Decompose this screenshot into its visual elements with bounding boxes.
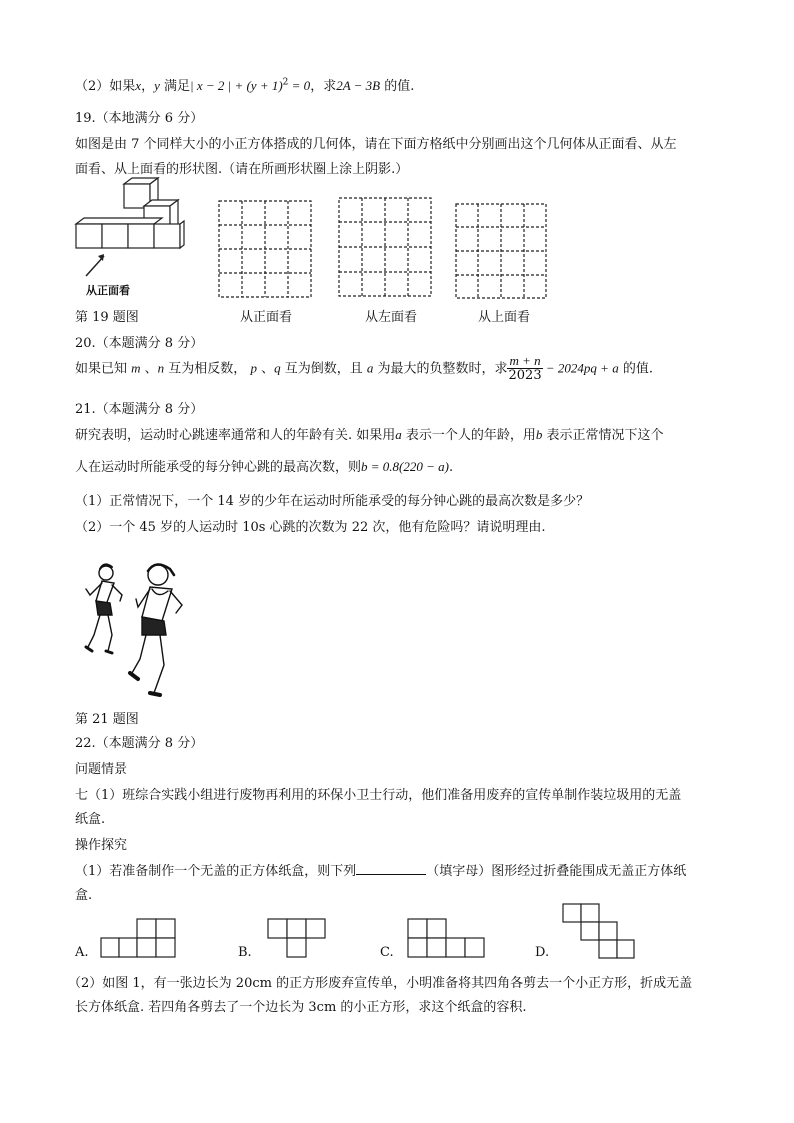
grid-label-top: 从上面看 xyxy=(478,310,531,325)
q21-caption: 第 21 题图 xyxy=(75,712,139,727)
q22-line1: 七（1）班综合实践小组进行废物再利用的环保小卫士行动，他们准备用废弃的宣传单制作装垃圾用的无盖 xyxy=(75,788,682,803)
q21-line2: 人在运动时所能承受的每分钟心跳的最高次数，则b = 0.8(220 − a). xyxy=(75,459,454,475)
option-d-label: D. xyxy=(535,945,550,960)
q22-part1-end: 盒. xyxy=(75,888,93,903)
q22-part2-line1: （2）如图 1，有一张边长为 20cm 的正方形废弃宣传单，小明准备将其四角各剪去一个小正方形，折成无盖 xyxy=(68,976,693,991)
answer-blank[interactable] xyxy=(356,862,426,875)
q21-line1: 研究表明，运动时心跳速率通常和人的年龄有关. 如果用a 表示一个人的年龄，用b 表示正常情况下这个 xyxy=(75,427,664,443)
net-c xyxy=(407,918,489,960)
q19-caption: 第 19 题图 xyxy=(75,310,139,325)
net-a xyxy=(100,918,178,960)
q20-line: 如果已知 m 、n 互为相反数， p 、q 互为倒数，且 a 为最大的负整数时，求 $\frac{m + n}{2023}$ − 2024pq + a 的值. xyxy=(75,353,653,384)
grid-label-left: 从左面看 xyxy=(365,310,418,325)
q20-header: 20.（本题满分 8 分） xyxy=(75,336,204,351)
q21-header: 21.（本题满分 8 分） xyxy=(75,402,204,417)
option-c-label: C. xyxy=(380,945,394,960)
q19-line2: 面看、从上面看的形状图.（请在所画形状圈上涂上阴影.） xyxy=(75,162,409,177)
q22-line2: 纸盒. xyxy=(75,812,106,827)
option-a-label: A. xyxy=(75,945,89,960)
grid-top xyxy=(455,203,547,299)
q22-header: 22.（本题满分 8 分） xyxy=(75,736,204,751)
q22-section1: 问题情景 xyxy=(75,762,128,777)
net-d xyxy=(562,903,636,961)
arrow-label: 从正面看 xyxy=(86,284,130,297)
q22-section2: 操作探究 xyxy=(75,838,128,853)
q21-part2: （2）一个 45 岁的人运动时 10s 心跳的次数为 22 次，他有危险吗？请说明理由. xyxy=(75,520,546,535)
q20-fraction: $\frac{m + n}{2023}$ xyxy=(508,353,542,384)
q19-line1: 如图是由 7 个同样大小的小正方体搭成的几何体，请在下面方格纸中分别画出这个几何体从正面看、从左 xyxy=(75,137,677,152)
net-b xyxy=(267,918,329,960)
grid-left xyxy=(338,197,432,297)
grid-label-front: 从正面看 xyxy=(240,310,293,325)
grid-front xyxy=(218,200,312,298)
cube-figure xyxy=(74,176,184,276)
option-b-label: B. xyxy=(238,945,252,960)
q22-part1-line: （1）若准备制作一个无盖的正方体纸盒，则下列 （填字母）图形经过折叠能围成无盖正方体纸 xyxy=(75,864,687,879)
runners-illustration xyxy=(78,555,193,700)
q22-part2-line2: 长方体纸盒. 若四角各剪去了一个边长为 3cm 的小正方形，求这个纸盒的容积. xyxy=(75,1000,527,1015)
q21-part1: （1）正常情况下，一个 14 岁的少年在运动时所能承受的每分钟心跳的最高次数是多少？ xyxy=(75,494,590,509)
q19-header: 19.（本地满分 6 分） xyxy=(75,111,204,126)
q18-part2-line: （2）如果x，y 满足| x − 2 | + $(y + 1)^2 = 0$，求2A − 3B 的值. xyxy=(75,77,415,94)
